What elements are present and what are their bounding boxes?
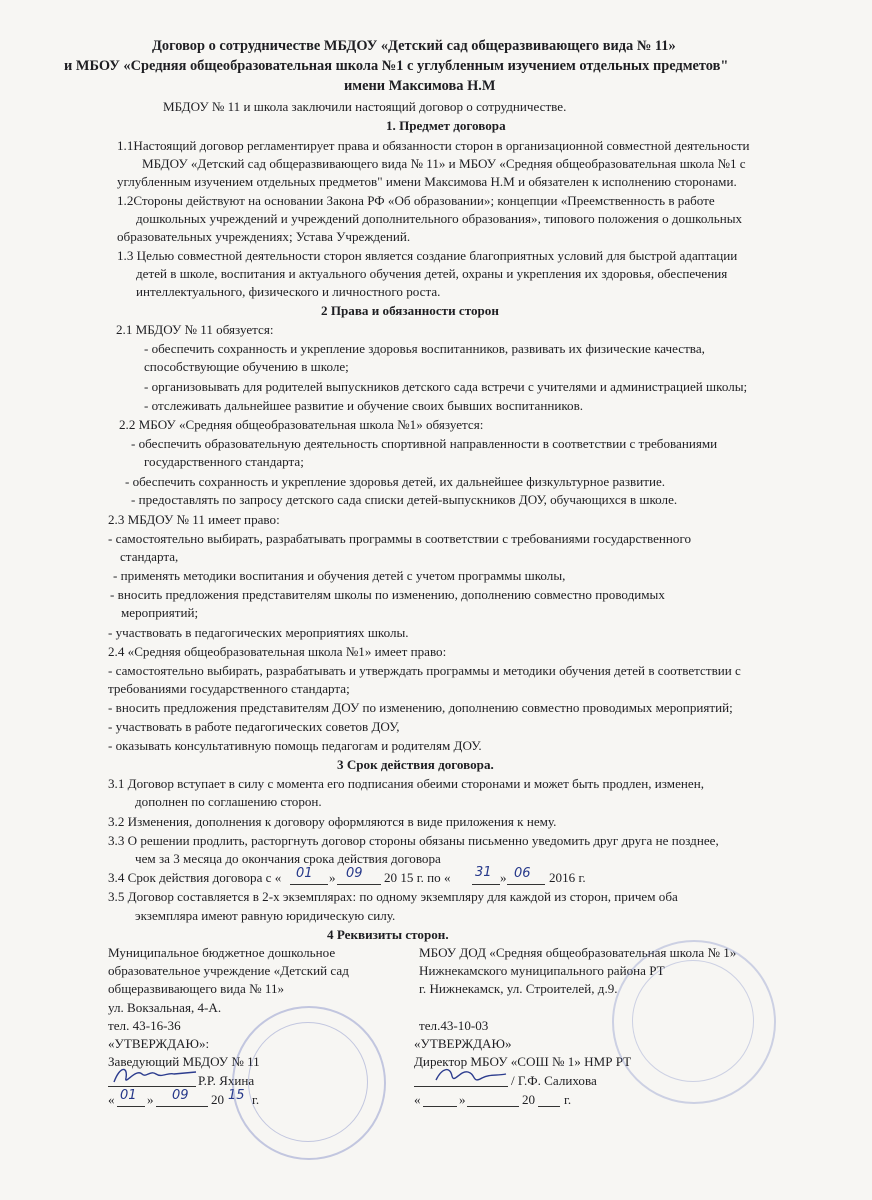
hw-start-month: 09	[346, 866, 363, 881]
sec3-line: 3.1 Договор вступает в силу с момента его подписания обеими сторонами и может быть продлен, изменен,	[108, 776, 704, 791]
left-position: Заведующий МБДОУ № 11	[108, 1054, 260, 1069]
sec1-line: углубленным изучением отдельных предметов" имени Максимова Н.М и обязателен к исполнению сторонами.	[117, 174, 737, 189]
sec1-line: детей в школе, воспитания и актуального обучения детей, охраны и укрепления их здоровья, обеспечения	[136, 266, 728, 281]
left-party-address: ул. Вокзальная, 4-А.	[108, 1000, 222, 1015]
sec3-line: 3.5 Договор составляется в 2-х экземплярах: по одному экземпляру для каждой из сторон, причем оба	[108, 889, 678, 904]
sec2-line: - отслеживать дальнейшее развитие и обучение своих бывших воспитанников.	[144, 398, 584, 413]
right-position: Директор МБОУ «СОШ № 1» НМР РТ	[414, 1054, 632, 1069]
left-hw-year: 15	[228, 1088, 245, 1103]
sec2-line: государственного стандарта;	[144, 454, 304, 469]
right-date-close: »	[459, 1092, 466, 1107]
left-stamp-inner	[248, 1022, 368, 1142]
sec2-line: - обеспечить сохранность и укрепление здоровья детей, их дальнейшее физкультурное развитие.	[125, 474, 666, 489]
sec2-line: 2.1 МБДОУ № 11 обязуется:	[116, 322, 274, 337]
sec1-line: интеллектуального, физического и личностного роста.	[136, 284, 441, 299]
sec2-line: - участвовать в педагогических мероприятиях школы.	[108, 625, 409, 640]
left-hw-day: 01	[120, 1088, 137, 1103]
right-party-address: г. Нижнекамск, ул. Строителей, д.9.	[419, 981, 618, 996]
right-date-open: «	[414, 1092, 421, 1107]
sec2-line: 2.3 МБДОУ № 11 имеет право:	[108, 512, 280, 527]
section-4-heading: 4 Реквизиты сторон.	[327, 927, 449, 942]
right-date-year: 20	[522, 1092, 536, 1107]
hw-end-month: 06	[514, 866, 531, 881]
title-line-3: имени Максимова Н.М	[344, 78, 496, 94]
sec2-line: - применять методики воспитания и обучения детей с учетом программы школы,	[113, 568, 566, 583]
title-line-1: Договор о сотрудничестве МБДОУ «Детский сад общеразвивающего вида № 11»	[152, 38, 676, 54]
section-2-heading: 2 Права и обязанности сторон	[321, 303, 499, 318]
right-party-phone: тел.43-10-03	[419, 1018, 489, 1033]
sec2-line: способствующие обучению в школе;	[144, 359, 349, 374]
sec2-line: - участвовать в работе педагогических советов ДОУ,	[108, 719, 400, 734]
left-party-name: Муниципальное бюджетное дошкольное	[108, 945, 336, 960]
sec3-term-mid: 20 15 г. по «	[384, 870, 451, 885]
sec2-line: 2.2 МБОУ «Средняя общеобразовательная школа №1» обязуется:	[119, 417, 484, 432]
sec2-line: стандарта,	[120, 549, 179, 564]
sec2-line: - самостоятельно выбирать, разрабатывать программы в соответствии с требованиями государственного	[108, 531, 692, 546]
left-party-name: образовательное учреждение «Детский сад	[108, 963, 349, 978]
section-3-heading: 3 Срок действия договора.	[337, 757, 494, 772]
sec1-line: 1.3 Целью совместной деятельности сторон является создание благоприятных условий для быстрой адаптации	[117, 248, 738, 263]
sec3-line: дополнен по соглашению сторон.	[135, 794, 322, 809]
sec1-line: дошкольных учреждений и учреждений дополнительного образования», типового положения о дошкольных	[136, 211, 743, 226]
sec3-line: 3.2 Изменения, дополнения к договору оформляются в виде приложения к нему.	[108, 814, 557, 829]
left-party-name: общеразвивающего вида № 11»	[108, 981, 285, 996]
sec3-quote: »	[500, 870, 507, 885]
left-date-g: г.	[252, 1092, 260, 1107]
title-line-2: и МБОУ «Средняя общеобразовательная школа №1 с углубленным изучением отдельных предметов"	[64, 58, 729, 74]
sec2-line: - самостоятельно выбирать, разрабатывать и утверждать программы и методики обучения детей в соответствии с	[108, 663, 741, 678]
right-party-name: Нижнекамского муниципального района РТ	[419, 963, 665, 978]
sec2-line: - обеспечить образовательную деятельность спортивной направленности в соответствии с требованиями	[131, 436, 718, 451]
sec2-line: - вносить предложения представителям школы по изменению, дополнению совместно проводимых	[110, 587, 665, 602]
left-signer: Р.Р. Яхина	[198, 1073, 255, 1088]
left-party-phone: тел. 43-16-36	[108, 1018, 181, 1033]
hw-start-day: 01	[296, 866, 313, 881]
sec2-line: 2.4 «Средняя общеобразовательная школа №1» имеет право:	[108, 644, 447, 659]
left-hw-month: 09	[172, 1088, 189, 1103]
sec2-line: - обеспечить сохранность и укрепление здоровья воспитанников, развивать их физические качества,	[144, 341, 705, 356]
sec2-line: - оказывать консультативную помощь педагогам и родителям ДОУ.	[108, 738, 482, 753]
right-stamp-inner	[632, 960, 754, 1082]
sec3-quote: »	[329, 870, 336, 885]
right-date-g: г.	[564, 1092, 572, 1107]
sec2-line: мероприятий;	[121, 605, 199, 620]
right-signer: / Г.Ф. Салихова	[511, 1073, 597, 1088]
sec3-line: экземпляра имеют равную юридическую силу.	[135, 908, 396, 923]
sec3-term-prefix: 3.4 Срок действия договора с «	[108, 870, 282, 885]
left-signature-icon	[110, 1062, 200, 1088]
sec3-line: чем за 3 месяца до окончания срока действия договора	[135, 851, 441, 866]
sec2-line: - вносить предложения представителям ДОУ по изменению, дополнению совместно проводимых мероприятий;	[108, 700, 733, 715]
section-1-heading: 1. Предмет договора	[386, 118, 506, 133]
sec3-line: 3.3 О решении продлить, расторгнуть договор стороны обязаны письменно уведомить друг друга не позднее,	[108, 833, 719, 848]
left-date-year: 20	[211, 1092, 225, 1107]
sec3-term-year: 2016 г.	[549, 870, 586, 885]
hw-end-day: 31	[475, 865, 492, 880]
right-party-name: МБОУ ДОД «Средняя общеобразовательная школа № 1»	[419, 945, 737, 960]
sec2-line: - предоставлять по запросу детского сада списки детей-выпускников ДОУ, обучающихся в школе.	[131, 492, 678, 507]
sec2-line: - организовывать для родителей выпускников детского сада встречи с учителями и администрацией школы;	[144, 379, 748, 394]
intro: МБДОУ № 11 и школа заключили настоящий договор о сотрудничестве.	[163, 99, 567, 114]
sec1-line: 1.2Стороны действуют на основании Закона РФ «Об образовании»; концепции «Преемственность в работе	[117, 193, 715, 208]
left-date-close: »	[147, 1092, 154, 1107]
sec1-line: 1.1Настоящий договор регламентирует права и обязанности сторон в организационной совместной деятельности	[117, 138, 750, 153]
right-signature-icon	[430, 1062, 510, 1088]
right-approve: «УТВЕРЖДАЮ»	[414, 1036, 512, 1051]
left-date-open: «	[108, 1092, 115, 1107]
sec1-line: образовательных учреждениях; Устава Учреждений.	[117, 229, 411, 244]
sec1-line: МБДОУ «Детский сад общеразвивающего вида № 11» и МБОУ «Средняя общеобразовательная школа №1 с	[142, 156, 746, 171]
sec2-line: требованиями государственного стандарта;	[108, 681, 350, 696]
left-approve: «УТВЕРЖДАЮ»:	[108, 1036, 210, 1051]
